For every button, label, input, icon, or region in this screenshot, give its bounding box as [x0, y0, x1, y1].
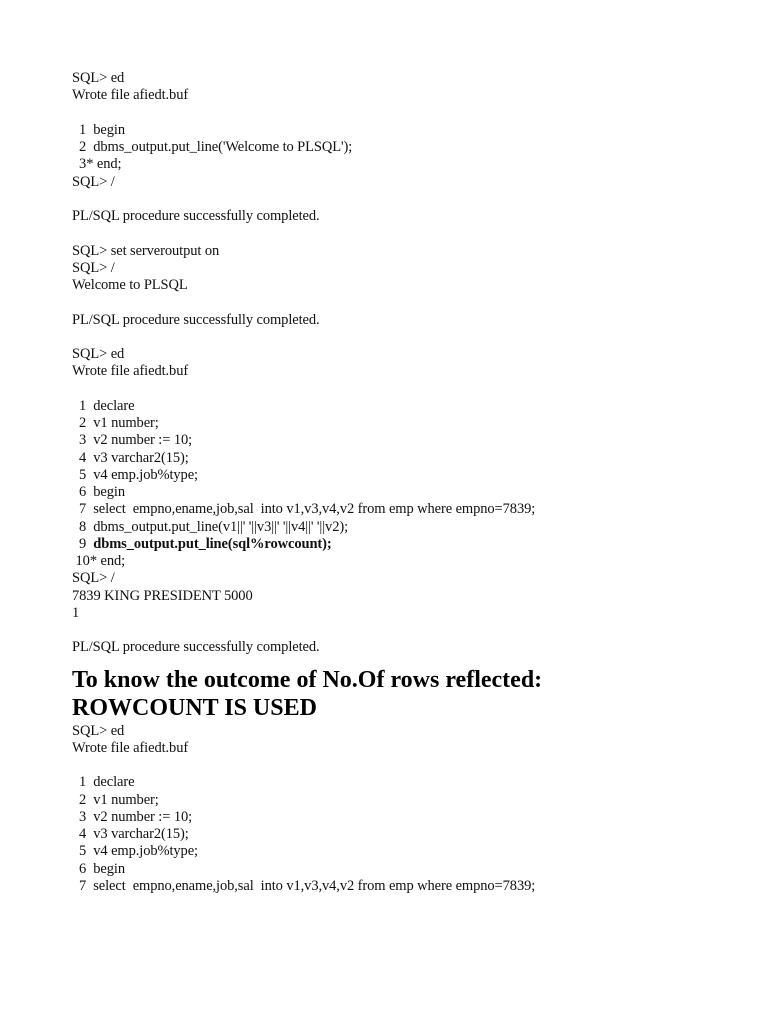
text-line [72, 329, 732, 346]
text-line: 3 v2 number := 10; [72, 808, 193, 825]
text-line: Welcome to PLSQL [72, 277, 188, 293]
text-line [72, 381, 732, 398]
text-line: 1 [72, 604, 80, 621]
text-line: 1 declare [72, 774, 135, 791]
text-line: 1 begin [72, 121, 125, 138]
text-line: SQL> ed [72, 346, 125, 362]
text-line: 4 v3 varchar2(15); [72, 826, 189, 842]
text-line: 8 dbms_output.put_line(v1||' '||v3||' '||v4||' '||v2); [72, 518, 348, 535]
text-line: 2 dbms_output.put_line('Welcome to PLSQL'); [72, 139, 353, 155]
text-line: SQL> ed [72, 70, 125, 86]
sql-session-block-1 [72, 70, 732, 536]
document-content [72, 70, 732, 895]
sql-session-block-3 [72, 723, 732, 896]
text-line: 10* end; [72, 553, 126, 569]
text-line: 2 v1 number; [72, 791, 159, 808]
text-line [72, 622, 732, 639]
text-line: PL/SQL procedure successfully completed. [72, 639, 320, 656]
text-line: SQL> set serveroutput on [72, 242, 220, 259]
text-line: 6 begin [72, 860, 125, 877]
section-heading [72, 666, 732, 722]
text-line: SQL> / [72, 570, 115, 587]
text-line: Wrote file afiedt.buf [72, 739, 189, 756]
text-line: SQL> ed [72, 722, 125, 739]
rowcount-code: dbms_output.put_line(sql%rowcount); [93, 535, 332, 552]
text-line: 3* end; [72, 156, 122, 173]
text-line: SQL> / [72, 173, 115, 190]
text-line: Wrote file afiedt.buf [72, 363, 189, 380]
text-line: 1 declare [72, 397, 135, 414]
text-line: 2 v1 number; [72, 415, 159, 431]
text-line: Wrote file afiedt.buf [72, 87, 189, 104]
code-line-9 [72, 536, 732, 553]
text-line: 7 select empno,ename,job,sal into v1,v3,v4,v2 from emp where empno=7839; [72, 877, 536, 894]
text-line [72, 105, 732, 122]
text-line [72, 294, 732, 311]
text-line: 5 v4 emp.job%type; [72, 466, 198, 483]
text-line: 7839 KING PRESIDENT 5000 [72, 587, 253, 604]
text-line [72, 191, 732, 208]
text-line [72, 757, 732, 774]
text-line: 7 select empno,ename,job,sal into v1,v3,v4,v2 from emp where empno=7839; [72, 501, 536, 518]
text-line [72, 225, 732, 242]
text-line: 3 v2 number := 10; [72, 432, 193, 449]
text-line: PL/SQL procedure successfully completed. [72, 208, 320, 224]
heading-line-1: To know the outcome of No.Of rows reflected: [72, 666, 543, 693]
text-line: 4 v3 varchar2(15); [72, 449, 189, 466]
text-line: 6 begin [72, 484, 125, 500]
sql-session-block-2 [72, 553, 732, 657]
line-number: 9 [72, 535, 94, 552]
text-line: 5 v4 emp.job%type; [72, 843, 198, 860]
text-line: SQL> / [72, 259, 115, 276]
heading-line-2: ROWCOUNT IS USED [72, 694, 317, 721]
text-line: PL/SQL procedure successfully completed. [72, 311, 320, 328]
